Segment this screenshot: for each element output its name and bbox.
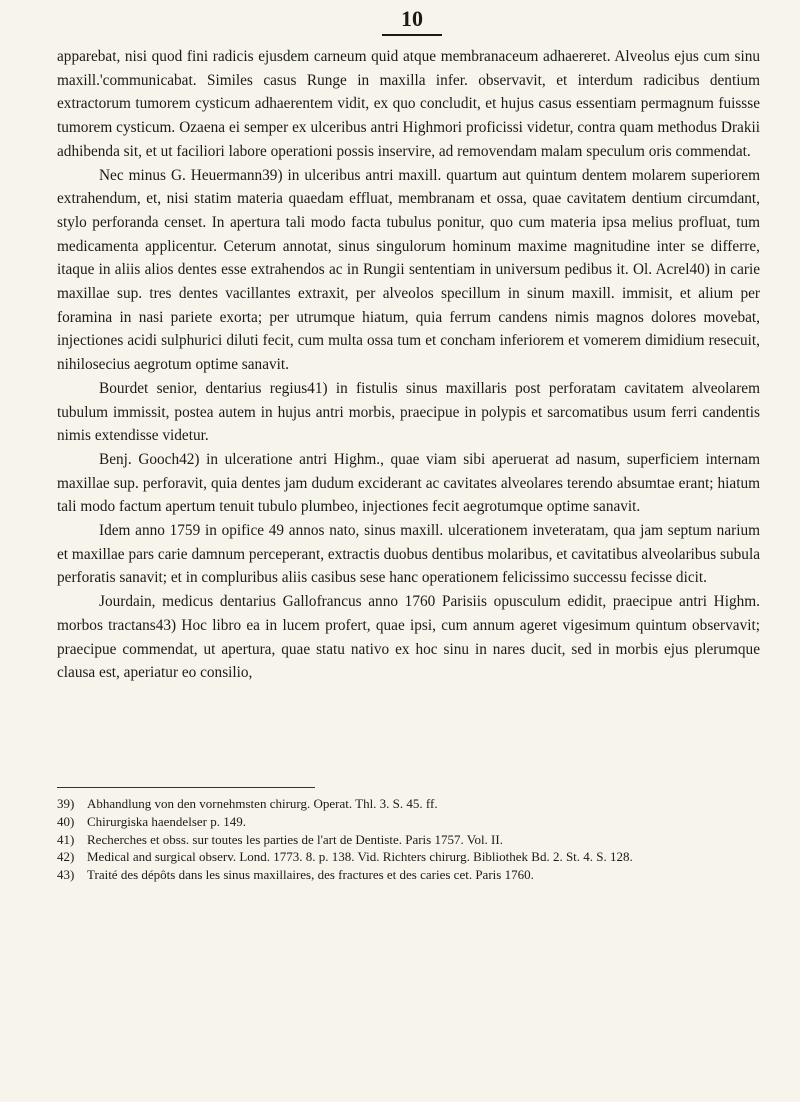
footnote-text: Recherches et obss. sur toutes les parties de l'art de Dentiste. Paris 1757. Vol. II. <box>87 831 503 847</box>
footnote <box>57 831 769 849</box>
footnote-text: Medical and surgical observ. Lond. 1773. 8. p. 138. Vid. Richters chirurg. Bibliothek Bd. 2. St. 4. S. 128. <box>87 849 633 865</box>
footnote <box>57 795 769 813</box>
footnote-text: Chirurgiska haendelser p. 149. <box>87 813 246 829</box>
footnote-number: 40) <box>57 813 75 829</box>
footnote-number: 39) <box>57 796 75 811</box>
footnote-number: 41) <box>57 831 75 847</box>
paragraph: Jourdain, medicus dentarius Gallofrancus anno 1760 Parisiis opusculum edidit, praecipue antri Highm. morbos tractans43) Hoc libro ea in lucem profert, quae ipsi, cum annum ageret vigesimum quintum observavit; praecipue commendat, ut apertura, quae statu nativo ex hoc sinu in nares ducit, sed in morbis ejus plerumque clausa est, aperiatur eo consilio, <box>57 593 760 682</box>
footnote-text: Abhandlung von den vornehmsten chirurg. Operat. Thl. 3. S. 45. ff. <box>87 796 438 811</box>
footnote-divider <box>57 787 315 788</box>
body-text <box>57 45 760 685</box>
footnote-number: 43) <box>57 867 75 883</box>
paragraph: Benj. Gooch42) in ulceratione antri Highm., quae viam sibi aperuerat ad nasum, superficiem internam maxillae sup. perforavit, quia dentes jam dudum exciderant ac cavitates alveolares terendo absumtae erant; hiatum tali modo factum apertum tenuit tubulo plumbeo, injectiones fecit aegrotumque optime sanavit. <box>57 450 760 516</box>
paragraph: Idem anno 1759 in opifice 49 annos nato, sinus maxill. ulcerationem inveteratam, qua jam septum narium et maxillae pars carie damnum perceperant, extractis duobus dentibus molaribus, et cavitatibus alveolaribus subula perforatis sanavit; et in compluribus aliis casibus sese hanc operationem felicissimo successu fecisse dicit. <box>57 522 760 587</box>
paragraph: apparebat, nisi quod fini radicis ejusdem carneum quid atque membranaceum adhaereret. Alveolus ejus cum sinu maxill.'communicabat. Similes casus Runge in maxilla infer. observavit, et interdum radicibus dentium extractorum tumorem cysticum adhaerentem vidit, ex quo concludit, et hujus casus essentiam permagnum fuissse tumorem cysticum. Ozaena ei semper ex ulceribus antri Highmori proficissi videtur, contra quam methodus Drakii adhibenda sit, et ut faciliori labore operationi possis inservire, ad removendam malam speculum oris commendat. <box>57 48 760 160</box>
footnote <box>57 813 769 831</box>
footnote-text: Traité des dépôts dans les sinus maxillaires, des fractures et des caries cet. Paris 1760. <box>87 867 534 883</box>
footnote-number: 42) <box>57 849 75 865</box>
page-number: 10 <box>382 6 442 36</box>
paragraph: Bourdet senior, dentarius regius41) in fistulis sinus maxillaris post perforatam cavitatem alveolarem tubulum immissit, postea autem in hujus antri morbis, praecipue in polypis et sarcomatibus usum ferri candentis nimis extendisse videtur. <box>57 379 760 445</box>
paragraph: Nec minus G. Heuermann39) in ulceribus antri maxill. quartum aut quintum dentem molarem superiorem extrahendum, et, nisi statim materia quaedam effluat, membranam et ossa, quae cavitatem dentium circumdant, stylo perforanda censet. In apertura tali modo facta tubulus ponitur, quo cum materia ipsa melius profluat, tum medicamenta applicentur. Ceterum annotat, sinus singulorum hominum maxime magnitudine inter se differre, itaque in aliis alios dentes esse extrahendos ac in Rungii sententiam in universum pedibus it. Ol. Acrel40) in carie maxillae sup. tres dentes vacillantes extraxit, per alveolos specillum in sinum maxill. immisit, et alium per foramina in nasi pariete exorta; per utrumque hiatum, quia ferrum candens nimis magnos dolores movebat, injectiones acidi sulphurici diluti fecit, cum multa ossa tum et concham inferiorem et vomerem dimidium resecuit, nihilosecius aegrotum optime sanavit. <box>57 166 760 374</box>
footnote <box>57 866 769 884</box>
footnotes <box>57 795 769 884</box>
footnote <box>57 848 769 866</box>
